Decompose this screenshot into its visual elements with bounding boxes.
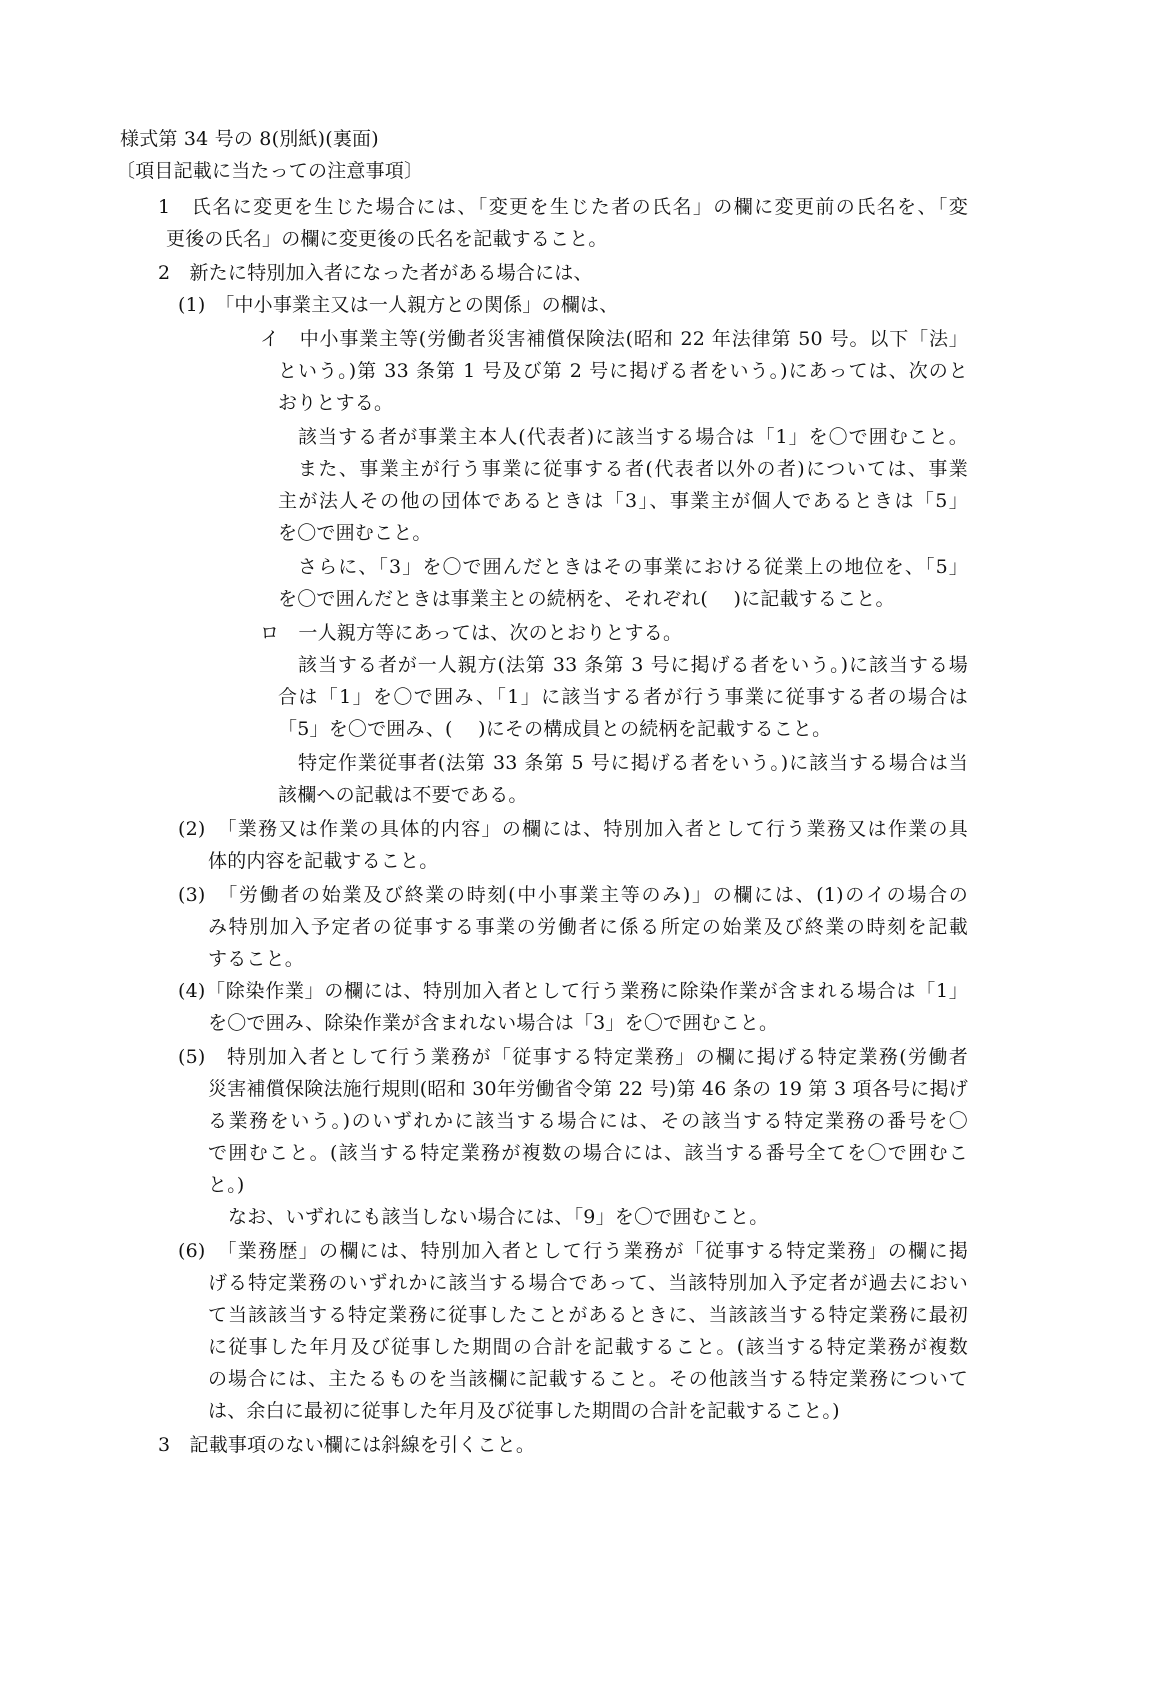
item2-sub1-i-line8: さらに、「3」を〇で囲んだときはその事業における従業上の地位を、「5」 <box>298 556 968 578</box>
item2-sub5-line4: で囲むこと。(該当する特定業務が複数の場合には、該当する番号全てを〇で囲むこ <box>208 1142 968 1164</box>
item2-sub1-i-line9: を〇で囲んだときは事業主との続柄を、それぞれ( )に記載すること。 <box>278 588 895 610</box>
item2-sub6-line3: て当該該当する特定業務に従事したことがあるときに、当該該当する特定業務に最初 <box>208 1304 968 1326</box>
item2-sub1-ro-line4: 「5」を〇で囲み、( )にその構成員との続柄を記載すること。 <box>278 718 832 740</box>
item3: 3 記載事項のない欄には斜線を引くこと。 <box>158 1434 536 1456</box>
item2-sub1-ro-line3: 合は「1」を〇で囲み、「1」に該当する者が行う事業に従事する者の場合は <box>278 686 968 708</box>
item2-sub6-line2: げる特定業務のいずれかに該当する場合であって、当該特別加入予定者が過去におい <box>208 1272 968 1294</box>
item1-line2: 更後の氏名」の欄に変更後の氏名を記載すること。 <box>166 228 608 250</box>
item2-sub3-line2: み特別加入予定者の従事する事業の労働者に係る所定の始業及び終業の時刻を記載 <box>208 916 968 938</box>
item2-sub5-line1: (5) 特別加入者として行う業務が「従事する特定業務」の欄に掲げる特定業務(労働者 <box>178 1046 968 1068</box>
item2-sub6-line6: は、余白に最初に従事した年月及び従事した期間の合計を記載すること。) <box>208 1400 840 1422</box>
item2-sub1-ro-line6: 該欄への記載は不要である。 <box>278 784 528 806</box>
item2-sub6-line5: の場合には、主たるものを当該欄に記載すること。その他該当する特定業務について <box>208 1368 968 1390</box>
heading: 〔項目記載に当たっての注意事項〕 <box>116 160 424 182</box>
item2-sub3-line1: (3) 「労働者の始業及び終業の時刻(中小事業主等のみ)」の欄には、(1)のイの場合の <box>178 884 968 906</box>
item2-sub6-line4: に従事した年月及び従事した期間の合計を記載すること。(該当する特定業務が複数 <box>208 1336 968 1358</box>
item2-sub1-i-line5: また、事業主が行う事業に従事する者(代表者以外の者)については、事業 <box>298 458 968 480</box>
item2-sub5-line5: と。) <box>208 1174 245 1196</box>
item2-sub1-head: (1) 「中小事業主又は一人親方との関係」の欄は、 <box>178 294 619 316</box>
item2-sub1-i-line4: 該当する者が事業主本人(代表者)に該当する場合は「1」を〇で囲むこと。 <box>298 426 968 448</box>
item2-sub1-i-line6: 主が法人その他の団体であるときは「3」、事業主が個人であるときは「5」 <box>278 490 968 512</box>
item2-sub1-i-line1: イ 中小事業主等(労働者災害補償保険法(昭和 22 年法律第 50 号。以下「法」 <box>260 328 968 350</box>
item2-sub1-ro-line5: 特定作業従事者(法第 33 条第 5 号に掲げる者をいう。)に該当する場合は当 <box>298 752 968 774</box>
item2-sub1-ro-line2: 該当する者が一人親方(法第 33 条第 3 号に掲げる者をいう。)に該当する場 <box>298 654 968 676</box>
item2-sub5-line6: なお、いずれにも該当しない場合には、「9」を〇で囲むこと。 <box>228 1206 769 1228</box>
item2-sub3-line3: すること。 <box>208 948 305 970</box>
item2-sub5-line3: る業務をいう。)のいずれかに該当する場合には、その該当する特定業務の番号を〇 <box>208 1110 968 1132</box>
item2-sub1-ro-line1: ロ 一人親方等にあっては、次のとおりとする。 <box>260 622 683 644</box>
item2-sub4-line2: を〇で囲み、除染作業が含まれない場合は「3」を〇で囲むこと。 <box>208 1012 779 1034</box>
item2-sub1-i-line2: という。)第 33 条第 1 号及び第 2 号に掲げる者をいう。)にあっては、次のと <box>278 360 968 382</box>
item2-sub2-line2: 体的内容を記載すること。 <box>208 850 439 872</box>
item2-sub1-i-line3: おりとする。 <box>278 392 394 414</box>
form-id: 様式第 34 号の 8(別紙)(裏面) <box>120 128 379 150</box>
item2-sub2-line1: (2) 「業務又は作業の具体的内容」の欄には、特別加入者として行う業務又は作業の具 <box>178 818 968 840</box>
item2-sub1-i-line7: を〇で囲むこと。 <box>278 522 432 544</box>
item1-line1: 1 氏名に変更を生じた場合には、「変更を生じた者の氏名」の欄に変更前の氏名を、「変 <box>158 196 968 218</box>
item2-sub5-line2: 災害補償保険法施行規則(昭和 30年労働省令第 22 号)第 46 条の 19 第 3 項各号に掲げ <box>208 1078 968 1100</box>
item2-sub4-line1: (4)「除染作業」の欄には、特別加入者として行う業務に除染作業が含まれる場合は「1」 <box>178 980 968 1002</box>
item2-intro: 2 新たに特別加入者になった者がある場合には、 <box>158 262 593 284</box>
item2-sub6-line1: (6) 「業務歴」の欄には、特別加入者として行う業務が「従事する特定業務」の欄に掲 <box>178 1240 968 1262</box>
